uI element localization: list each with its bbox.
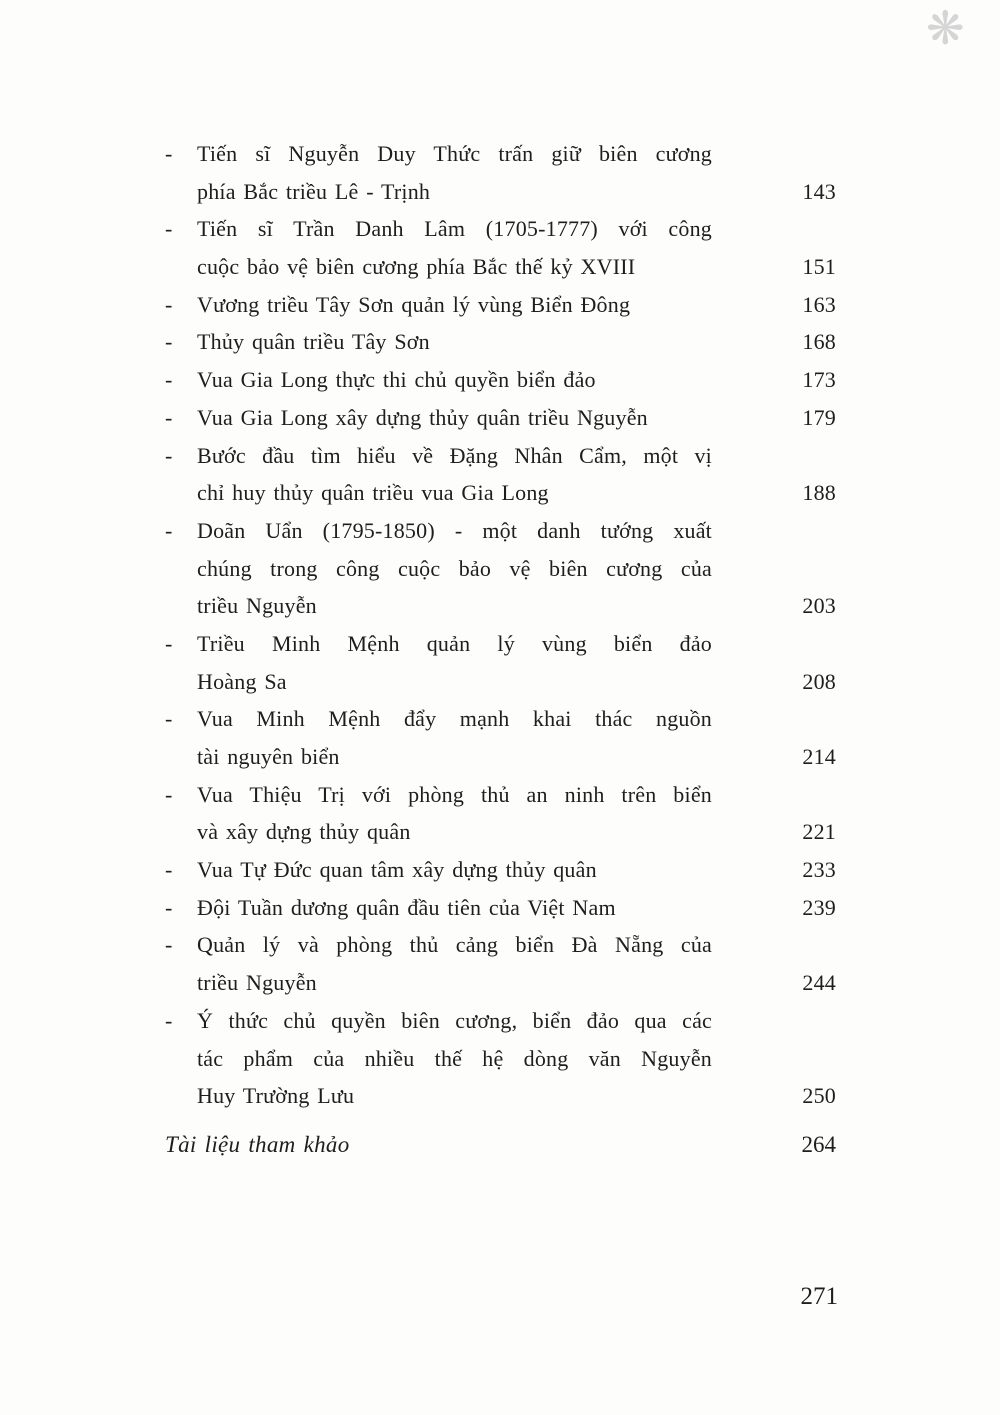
dash-marker: - [165, 781, 173, 807]
toc-entry-text: Vua Thiệu Trị với phòng thủ an ninh trên biển [197, 781, 712, 807]
dash-marker: - [165, 706, 173, 732]
toc-entry-line [165, 474, 836, 512]
toc-entry-text: Bước đầu tìm hiểu về Đặng Nhân Cẩm, một vị [197, 442, 712, 468]
toc-entry-line [165, 625, 836, 663]
toc-entry-line [165, 587, 836, 625]
toc-entry-line [165, 851, 836, 889]
toc-entry-text: Quản lý và phòng thủ cảng biển Đà Nẵng của [197, 932, 712, 958]
toc-entry [165, 135, 836, 210]
dash-marker: - [165, 216, 173, 242]
toc-entry-line [165, 323, 836, 361]
toc-entry-text: Huy Trường Lưu [197, 1083, 355, 1109]
toc-entry-page-number: 151 [802, 254, 836, 280]
toc-entry-text: tài nguyên biển [197, 744, 340, 769]
toc-entry-line [165, 1040, 836, 1078]
toc-entry-line [165, 361, 836, 399]
dash-marker: - [165, 329, 173, 355]
toc-entry-line [165, 813, 836, 851]
toc-entry-text: Vương triều Tây Sơn quản lý vùng Biển Đông [197, 291, 631, 317]
toc-entry [165, 700, 836, 775]
toc-entry-page-number: 203 [802, 593, 836, 619]
toc-entry [165, 323, 836, 361]
toc-entry-text: chỉ huy thủy quân triều vua Gia Long [197, 480, 549, 506]
dash-marker: - [165, 141, 173, 166]
toc-entry-line [165, 550, 836, 588]
toc-entry-text: Tiến sĩ Trần Danh Lâm (1705-1777) với công [197, 216, 712, 242]
dash-marker: - [165, 630, 173, 656]
toc-entry-page-number: 168 [802, 329, 836, 355]
toc-entry-page-number: 179 [802, 404, 836, 430]
toc-entry-text: cuộc bảo vệ biên cương phía Bắc thế kỷ XVIII [197, 254, 636, 280]
toc-entry-line [165, 964, 836, 1002]
toc-entry-line [165, 889, 836, 927]
toc-entry-text: chúng trong công cuộc bảo vệ biên cương của [197, 555, 712, 581]
toc-entry [165, 286, 836, 324]
toc-list [165, 135, 836, 1115]
toc-entry-text: Vua Gia Long thực thi chủ quyền biển đảo [197, 367, 596, 393]
toc-entry-text: Vua Gia Long xây dựng thủy quân triều Nguyễn [197, 404, 648, 430]
toc-entry-line [165, 926, 836, 964]
dash-marker: - [165, 932, 173, 958]
toc-entry [165, 851, 836, 889]
toc-entry [165, 512, 836, 625]
toc-entry-line [165, 399, 836, 437]
reference-label: Tài liệu tham khảo [165, 1132, 350, 1157]
dash-marker: - [165, 1007, 173, 1033]
dash-marker: - [165, 367, 173, 393]
dash-marker: - [165, 857, 173, 883]
toc-entry-line [165, 437, 836, 475]
toc-entry [165, 926, 836, 1001]
toc-entry-line [165, 663, 836, 701]
toc-entry-page-number: 221 [802, 819, 836, 845]
toc-entry [165, 437, 836, 512]
toc-entry-text: và xây dựng thủy quân [197, 819, 411, 845]
footer-page-number: 271 [800, 1283, 838, 1310]
toc-entry-text: phía Bắc triều Lê - Trịnh [197, 178, 431, 204]
toc-entry-page-number: 163 [802, 291, 836, 317]
toc-entry-text: tác phẩm của nhiều thế hệ dòng văn Nguyễn [197, 1045, 712, 1071]
toc-entry-text: Tiến sĩ Nguyễn Duy Thức trấn giữ biên cương [197, 141, 712, 166]
reference-page-number: 264 [801, 1132, 836, 1157]
toc-entry-line [165, 776, 836, 814]
toc-entry-line [165, 248, 836, 286]
toc-entry-text: Hoàng Sa [197, 668, 287, 694]
toc-entry-page-number: 173 [802, 367, 836, 393]
toc-entry-text: Đội Tuần dương quân đầu tiên của Việt Nam [197, 894, 616, 920]
dash-marker: - [165, 517, 173, 543]
toc-entry-page-number: 233 [802, 857, 836, 883]
toc-entry-text: triều Nguyễn [197, 593, 317, 619]
toc-entry-text: Doãn Uẩn (1795-1850) - một danh tướng xuất [197, 517, 712, 543]
toc-entry-line [165, 1077, 836, 1115]
toc-entry [165, 210, 836, 285]
toc-entry [165, 625, 836, 700]
reference-row [165, 1126, 836, 1164]
flower-asterisk-icon: ❋ [926, 1, 965, 55]
toc-entry-page-number: 143 [802, 178, 836, 204]
dash-marker: - [165, 404, 173, 430]
toc-entry-line [165, 1002, 836, 1040]
toc-entry-line [165, 135, 836, 173]
toc-entry-page-number: 188 [802, 480, 836, 506]
toc-entry-page-number: 214 [802, 744, 836, 769]
toc-entry-line [165, 286, 836, 324]
toc-entry [165, 361, 836, 399]
toc-entry-line [165, 173, 836, 211]
toc-entry-page-number: 244 [802, 970, 836, 996]
toc-entry [165, 889, 836, 927]
toc-entry-page-number: 208 [802, 668, 836, 694]
toc-entry-text: Ý thức chủ quyền biên cương, biển đảo qua các [197, 1007, 712, 1033]
toc-entry-line [165, 738, 836, 776]
toc-entry-text: Triều Minh Mệnh quản lý vùng biển đảo [197, 630, 712, 656]
toc-entry-text: Thủy quân triều Tây Sơn [197, 329, 430, 355]
toc-entry-text: triều Nguyễn [197, 970, 317, 996]
dash-marker: - [165, 291, 173, 317]
toc-entry-text: Vua Minh Mệnh đẩy mạnh khai thác nguồn [197, 706, 712, 732]
toc-entry-text: Vua Tự Đức quan tâm xây dựng thủy quân [197, 857, 597, 883]
dash-marker: - [165, 442, 173, 468]
toc-entry-page-number: 239 [802, 894, 836, 920]
toc-entry [165, 1002, 836, 1115]
dash-marker: - [165, 894, 173, 920]
toc-entry-line [165, 512, 836, 550]
toc-entry-page-number: 250 [802, 1083, 836, 1109]
toc-entry [165, 399, 836, 437]
toc-entry-line [165, 700, 836, 738]
toc-entry-line [165, 210, 836, 248]
toc-entry [165, 776, 836, 851]
